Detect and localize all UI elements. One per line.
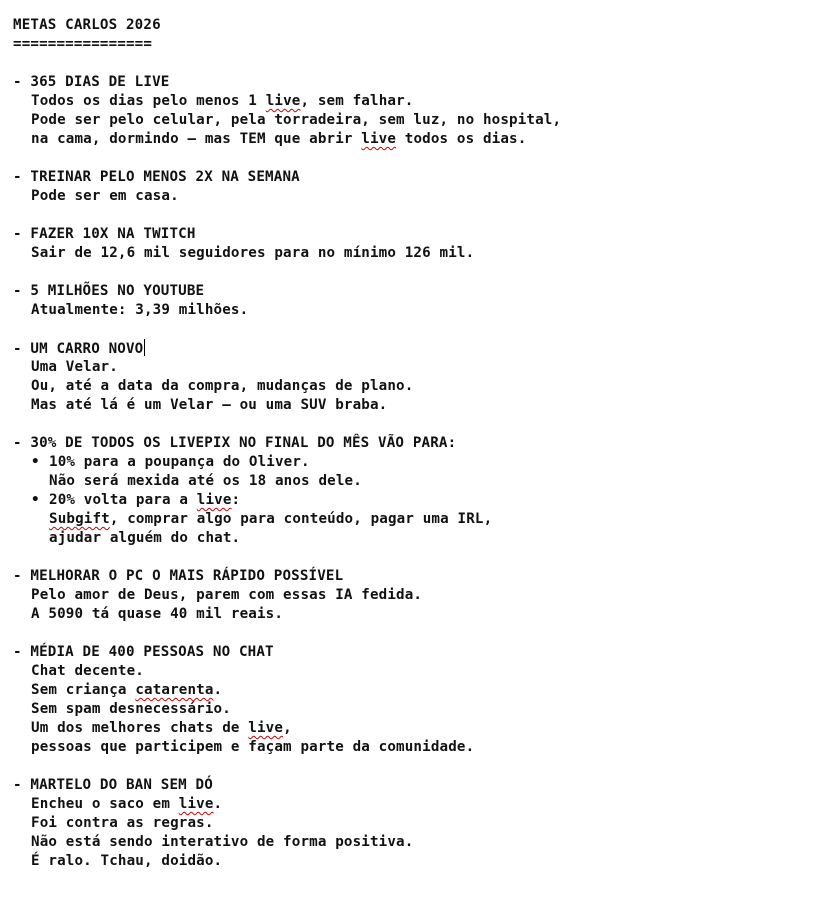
text-run: Um dos melhores chats de — [31, 720, 249, 736]
blank-line — [13, 206, 833, 225]
text-run: 10% para a poupança do Oliver. — [49, 454, 310, 470]
goal-line — [13, 795, 833, 814]
text-cursor — [144, 339, 145, 356]
goal-line: A 5090 tá quase 40 mil reais. — [31, 606, 284, 622]
goal-line: Sem spam desnecessário. — [31, 701, 231, 717]
goal-heading-ban: - MARTELO DO BAN SEM DÓ — [13, 777, 213, 793]
document-title: METAS CARLOS 2026 — [13, 17, 161, 33]
goal-line: Foi contra as regras. — [31, 815, 214, 831]
text-run: Encheu o saco em — [31, 796, 179, 812]
blank-line — [13, 415, 833, 434]
spellcheck-word: catarenta — [135, 682, 214, 698]
goal-line — [13, 719, 833, 738]
goal-line: Pode ser pelo celular, pela torradeira, sem luz, no hospital, — [31, 112, 562, 128]
text-run: 20% volta para a — [49, 492, 197, 508]
text-run: Sem criança — [31, 682, 136, 698]
spellcheck-word: live — [265, 93, 301, 109]
text-run: , sem falhar. — [300, 93, 414, 109]
blank-line — [13, 320, 833, 339]
goal-heading-livepix: - 30% DE TODOS OS LIVEPIX NO FINAL DO MÊS VÃO PARA: — [13, 435, 457, 451]
blank-line — [13, 263, 833, 282]
text-run: todos os dias. — [396, 131, 527, 147]
blank-line — [13, 757, 833, 776]
goal-line — [13, 92, 833, 111]
goal-line — [13, 130, 833, 149]
goal-line: Não está sendo interativo de forma positiva. — [31, 834, 414, 850]
text-editor[interactable] — [13, 16, 833, 871]
goal-line: Não será mexida até os 18 anos dele. — [49, 473, 362, 489]
spellcheck-word: live — [248, 720, 284, 736]
goal-heading-youtube: - 5 MILHÕES NO YOUTUBE — [13, 283, 205, 299]
goal-line: É ralo. Tchau, doidão. — [31, 853, 223, 869]
goal-line: Pelo amor de Deus, parem com essas IA fedida. — [31, 587, 423, 603]
title-underline: ================ — [13, 36, 153, 52]
bullet-item — [13, 453, 833, 472]
goal-heading-train: - TREINAR PELO MENOS 2X NA SEMANA — [13, 169, 300, 185]
goal-line: Chat decente. — [31, 663, 144, 679]
text-run: . — [213, 796, 223, 812]
goal-heading-car — [13, 339, 833, 358]
spellcheck-word: Subgift — [49, 511, 110, 527]
text-run: , — [283, 720, 292, 736]
bullet-icon: • — [31, 492, 40, 508]
text-run: na cama, dormindo — mas TEM que abrir — [31, 131, 362, 147]
bullet-item — [13, 491, 833, 510]
blank-line — [13, 54, 833, 73]
spellcheck-word: live — [178, 796, 214, 812]
goal-line: Atualmente: 3,39 milhões. — [31, 302, 249, 318]
spellcheck-word: live — [361, 131, 397, 147]
bullet-icon: • — [31, 454, 40, 470]
goal-line — [13, 510, 833, 529]
text-run: . — [213, 682, 223, 698]
goal-heading-pc: - MELHORAR O PC O MAIS RÁPIDO POSSÍVEL — [13, 568, 344, 584]
goal-line: Ou, até a data da compra, mudanças de plano. — [31, 378, 414, 394]
goal-line: Sair de 12,6 mil seguidores para no mínimo 126 mil. — [31, 245, 475, 261]
goal-line: Uma Velar. — [31, 359, 118, 375]
goal-line — [13, 681, 833, 700]
goal-heading-chat: - MÉDIA DE 400 PESSOAS NO CHAT — [13, 644, 274, 660]
goal-line: pessoas que participem e façam parte da comunidade. — [31, 739, 475, 755]
blank-line — [13, 624, 833, 643]
goal-line: Mas até lá é um Velar — ou uma SUV braba. — [31, 397, 388, 413]
goal-heading-live365: - 365 DIAS DE LIVE — [13, 74, 170, 90]
spellcheck-word: live — [196, 492, 232, 508]
blank-line — [13, 548, 833, 567]
blank-line — [13, 149, 833, 168]
text-run: Todos os dias pelo menos 1 — [31, 93, 266, 109]
text-run: , comprar algo para conteúdo, pagar uma IRL, — [109, 511, 493, 527]
text-run: - UM CARRO NOVO — [13, 341, 144, 357]
goal-line: Pode ser em casa. — [31, 188, 179, 204]
text-run: : — [231, 492, 241, 508]
goal-heading-twitch: - FAZER 10X NA TWITCH — [13, 226, 196, 242]
goal-line: ajudar alguém do chat. — [49, 530, 241, 546]
